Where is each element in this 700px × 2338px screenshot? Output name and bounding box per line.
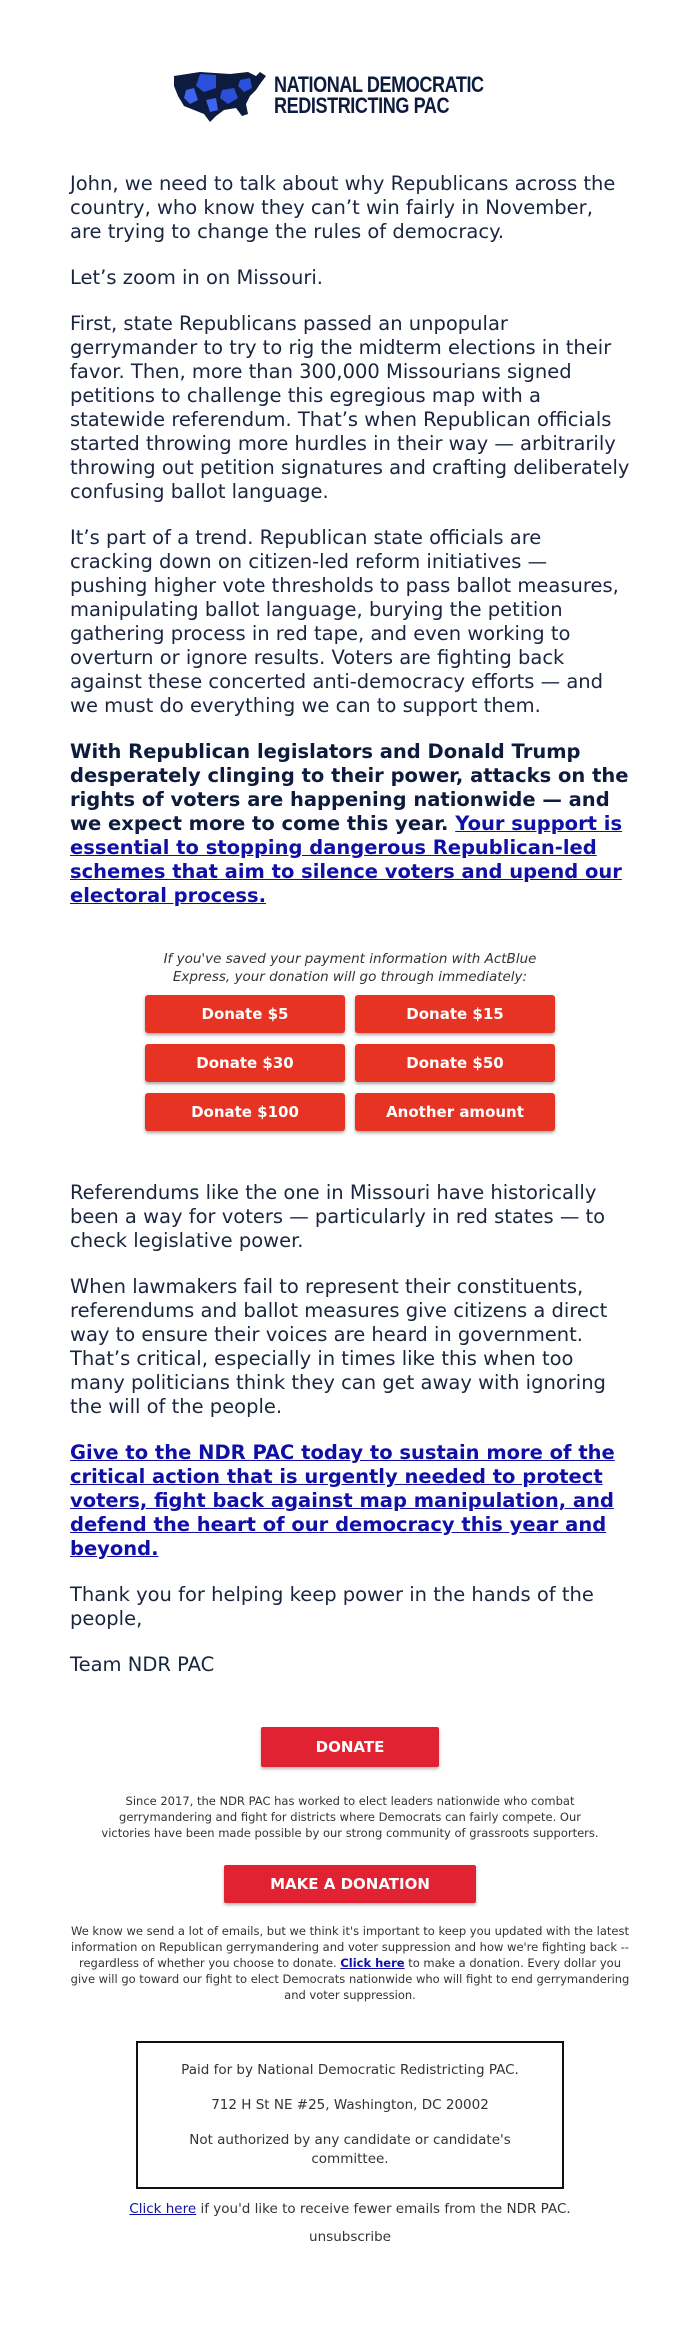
donate-15-button[interactable]: Donate $15 xyxy=(355,995,555,1033)
fewer-emails xyxy=(70,2201,630,2217)
donate-button[interactable]: DONATE xyxy=(261,1727,439,1767)
emails-note xyxy=(70,1923,630,2003)
donate-100-button[interactable]: Donate $100 xyxy=(145,1093,345,1131)
cta-paragraph xyxy=(70,1441,630,1561)
signature: Team NDR PAC xyxy=(70,1653,215,1676)
support-link[interactable]: Your support is essential to stopping dangerous Republican-led schemes that aim to silence voters and upend our electoral process. xyxy=(70,812,623,907)
another-amount-button[interactable]: Another amount xyxy=(355,1093,555,1131)
logo-wordmark xyxy=(274,74,484,116)
donate-30-button[interactable]: Donate $30 xyxy=(145,1044,345,1082)
address-text: 712 H St NE #25, Washington, DC 20002 xyxy=(211,2097,489,2113)
give-link[interactable]: Give to the NDR PAC today to sustain more of the critical action that is urgently needed to protect voters, fight back against map manipulation, and defend the heart of our democracy this year and beyond. xyxy=(70,1441,615,1560)
donate-grid xyxy=(70,995,630,1131)
emails-note-link[interactable]: Click here xyxy=(340,1956,405,1970)
us-map-icon xyxy=(170,66,268,124)
paragraph: When lawmakers fail to represent their constituents, referendums and ballot measures give citizens a direct way to ensure their voices are heard in government. That’s critical, especially in times like this when too many politicians think they can get away with ignoring the will of the people. xyxy=(70,1275,608,1418)
closing: Thank you for helping keep power in the hands of the people, xyxy=(70,1583,594,1630)
logo-line-2: REDISTRICTING PAC xyxy=(274,93,450,118)
paragraph: It’s part of a trend. Republican state officials are cracking down on citizen-led reform initiatives — pushing higher vote thresholds to pass ballot measures, manipulating ballot language, burying the petition gathering process in red tape, and even working to overturn or ignore results. Voters are fighting back against these concerted anti-democracy efforts — and we must do everything we can to support them. xyxy=(70,526,619,717)
email-body xyxy=(70,172,630,908)
not-authorized-text: Not authorized by any candidate or candidate's committee. xyxy=(189,2132,511,2167)
paragraph: John, we need to talk about why Republicans across the country, who know they can’t win fairly in November, are trying to change the rules of democracy. xyxy=(70,172,616,243)
ndr-pac-logo xyxy=(70,0,630,132)
paragraph: First, state Republicans passed an unpopular gerrymander to try to rig the midterm elections in their favor. Then, more than 300,000 Missourians signed petitions to challenge this egregious map with a statewide referendum. That’s when Republican officials started throwing more hurdles in their way — arbitrarily throwing out petition signatures and crafting deliberately confusing ballot language. xyxy=(70,312,630,503)
logo-line-1: NATIONAL DEMOCRATIC xyxy=(274,72,484,97)
email-body-continued xyxy=(70,1181,630,1677)
bold-paragraph xyxy=(70,740,630,908)
donate-block xyxy=(70,950,630,1131)
paid-for-text: Paid for by National Democratic Redistricting PAC. xyxy=(181,2062,519,2078)
donate-5-button[interactable]: Donate $5 xyxy=(145,995,345,1033)
bold-paragraph-text: With Republican legislators and Donald Trump desperately clinging to their power, attacks on the rights of voters are happening nationwide — and we expect more to come this year. xyxy=(70,740,629,835)
paragraph: Let’s zoom in on Missouri. xyxy=(70,266,323,289)
donate-50-button[interactable]: Donate $50 xyxy=(355,1044,555,1082)
about-text: Since 2017, the NDR PAC has worked to elect leaders nationwide who combat gerrymandering and fight for districts where Democrats can fairly compete. Our victories have been made possible by our strong community of grassroots supporters. xyxy=(101,1794,599,1840)
disclaimer-box xyxy=(136,2041,564,2189)
make-donation-button[interactable]: MAKE A DONATION xyxy=(224,1865,476,1903)
fewer-emails-text: if you'd like to receive fewer emails from the NDR PAC. xyxy=(200,2201,571,2217)
emails-note-text: We know we send a lot of emails, but we think it's important to keep you updated with the latest information on Republican gerrymandering and voter suppression and how we're fighting back -- regardless of whether you choose to donate. xyxy=(71,1924,629,1970)
fewer-emails-link[interactable]: Click here xyxy=(129,2201,197,2217)
emails-note-text-after: to make a donation. Every dollar you give will go toward our fight to elect Democrats nationwide who will fight to end gerrymandering and voter suppression. xyxy=(70,1956,630,2002)
paragraph: Referendums like the one in Missouri have historically been a way for voters — particularly in red states — to check legislative power. xyxy=(70,1181,606,1252)
actblue-note: If you've saved your payment information with ActBlue Express, your donation will go through immediately: xyxy=(163,951,537,985)
unsubscribe-link[interactable]: unsubscribe xyxy=(309,2229,391,2245)
